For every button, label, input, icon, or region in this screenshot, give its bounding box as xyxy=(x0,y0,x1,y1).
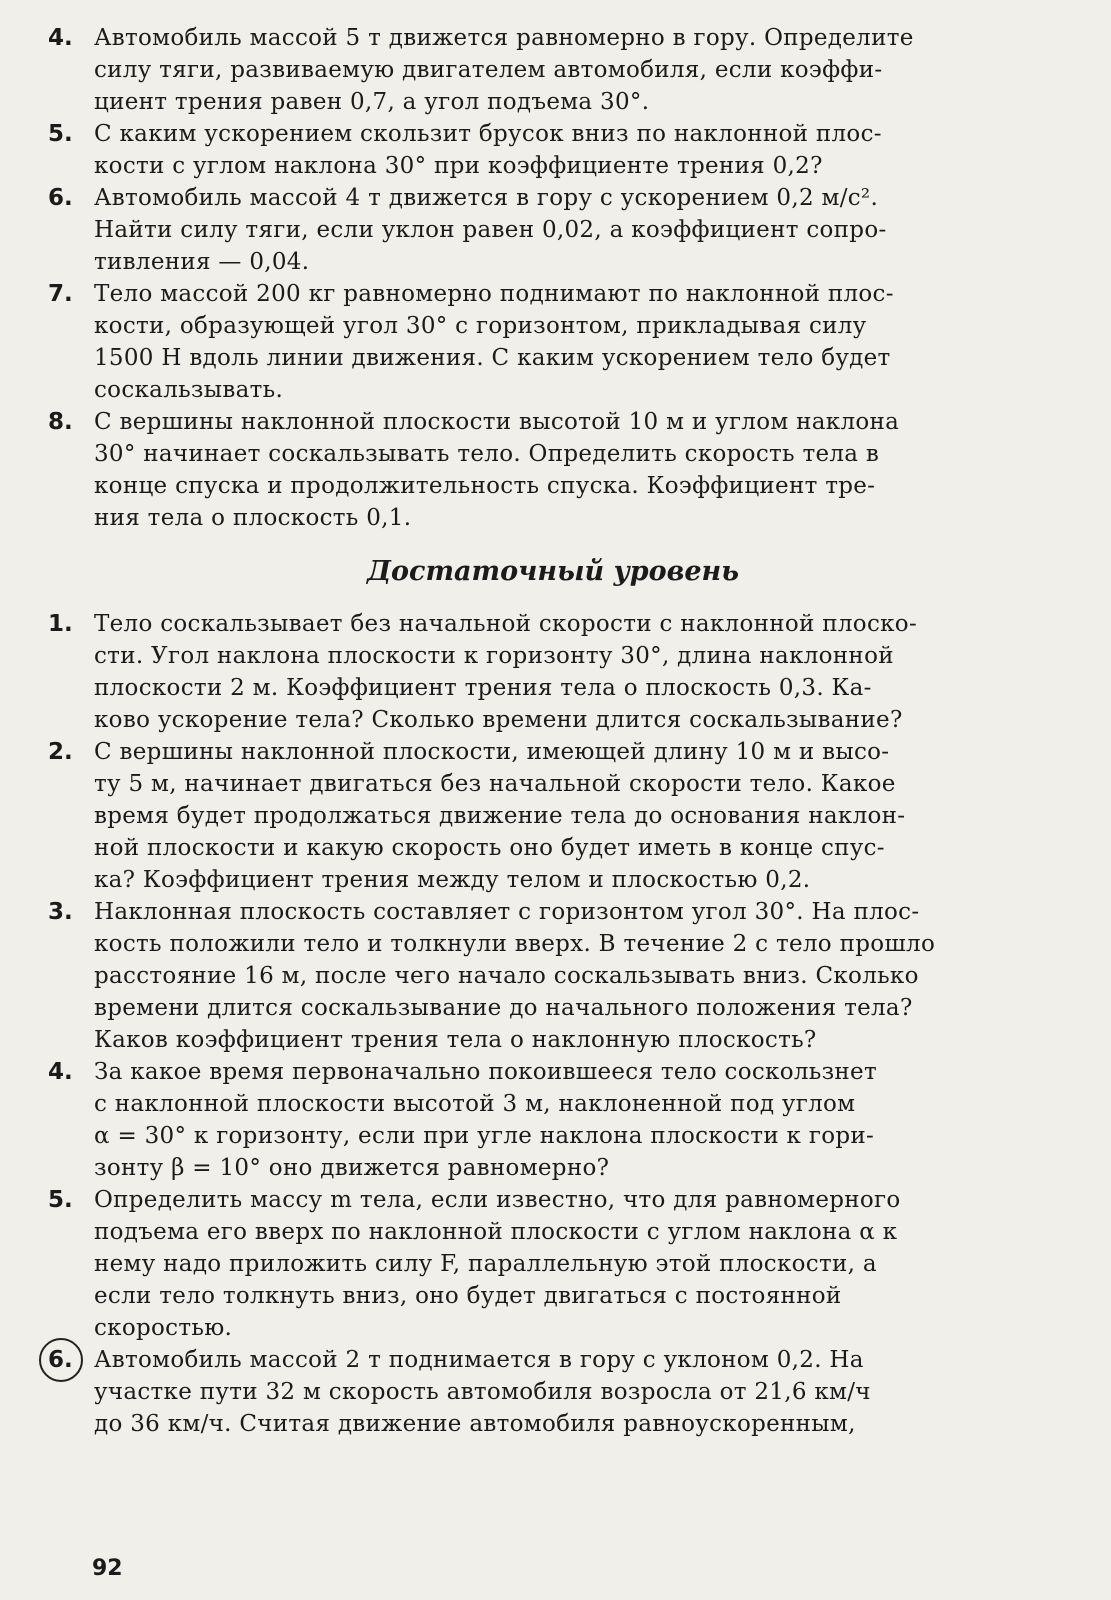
problem-number: 5. xyxy=(48,1187,73,1213)
problem-7: 7. Тело массой 200 кг равномерно поднимают по наклонной плос- кости, образующей угол 30° с горизонтом, прикладывая силу 1500 Н вдоль линии движения. С каким ускорением тело будет соскальзывать. xyxy=(48,278,1058,406)
problem-number: 2. xyxy=(48,739,73,765)
problem-s3: 3. Наклонная плоскость составляет с горизонтом угол 30°. На плос- кость положили тело и толкнули вверх. В течение 2 с тело прошло расстояние 16 м, после чего начало соскальзывать вниз. Сколько времени длится соскальзывание до начального положения тела? Каков коэффициент трения тела о наклонную плоскость? xyxy=(48,896,1058,1056)
page-number: 92 xyxy=(92,1556,123,1581)
problem-number: 1. xyxy=(48,611,73,637)
problem-number: 6. xyxy=(48,185,73,211)
circled-problem-number: 6. xyxy=(48,1344,73,1376)
problem-8: 8. С вершины наклонной плоскости высотой 10 м и углом наклона 30° начинает соскальзывать тело. Определить скорость тела в конце спуска и продолжительность спуска. Коэффициент тре- ния тела о плоскость 0,1. xyxy=(48,406,1058,534)
problem-number: 3. xyxy=(48,899,73,925)
problem-s2: 2. С вершины наклонной плоскости, имеющей длину 10 м и высо- ту 5 м, начинает двигаться без начальной скорости тело. Какое время будет продолжаться движение тела до основания наклон- ной плоскости и какую скорость оно будет иметь в конце спус- ка? Коэффициент трения между телом и плоскостью 0,2. xyxy=(48,736,1058,896)
problem-number: 5. xyxy=(48,121,73,147)
problem-s6: 6. Автомобиль массой 2 т поднимается в гору с уклоном 0,2. На участке пути 32 м скорость автомобиля возросла от 21,6 км/ч до 36 км/ч. Считая движение автомобиля равноускоренным, xyxy=(48,1344,1058,1440)
problem-number: 8. xyxy=(48,409,73,435)
problem-number: 4. xyxy=(48,1059,73,1085)
problem-5: 5. С каким ускорением скользит брусок вниз по наклонной плос- кости с углом наклона 30° при коэффициенте трения 0,2? xyxy=(48,118,1058,182)
problem-s5: 5. Определить массу m тела, если известно, что для равномерного подъема его вверх по наклонной плоскости с углом наклона α к нему надо приложить силу F, параллельную этой плоскости, а если тело толкнуть вниз, оно будет двигаться с постоянной скоростью. xyxy=(48,1184,1058,1344)
problem-6: 6. Автомобиль массой 4 т движется в гору с ускорением 0,2 м/с². Найти силу тяги, если уклон равен 0,02, а коэффициент сопро- тивления — 0,04. xyxy=(48,182,1058,278)
problem-number: 7. xyxy=(48,281,73,307)
problem-s1: 1. Тело соскальзывает без начальной скорости с наклонной плоско- сти. Угол наклона плоскости к горизонту 30°, длина наклонной плоскости 2 м. Коэффициент трения тела о плоскость 0,3. Ка- ково ускорение тела? Сколько времени длится соскальзывание? xyxy=(48,608,1058,736)
section-title: Достаточный уровень xyxy=(366,556,740,587)
basic-problems xyxy=(48,22,1058,1440)
problem-s4: 4. За какое время первоначально покоившееся тело соскользнет с наклонной плоскости высотой 3 м, наклоненной под углом α = 30° к горизонту, если при угле наклона плоскости к гори- зонту β = 10° оно движется равномерно? xyxy=(48,1056,1058,1184)
problem-4: 4. Автомобиль массой 5 т движется равномерно в гору. Определите силу тяги, развиваемую двигателем автомобиля, если коэффи- циент трения равен 0,7, а угол подъема 30°. xyxy=(48,22,1058,118)
problem-number: 4. xyxy=(48,25,73,51)
